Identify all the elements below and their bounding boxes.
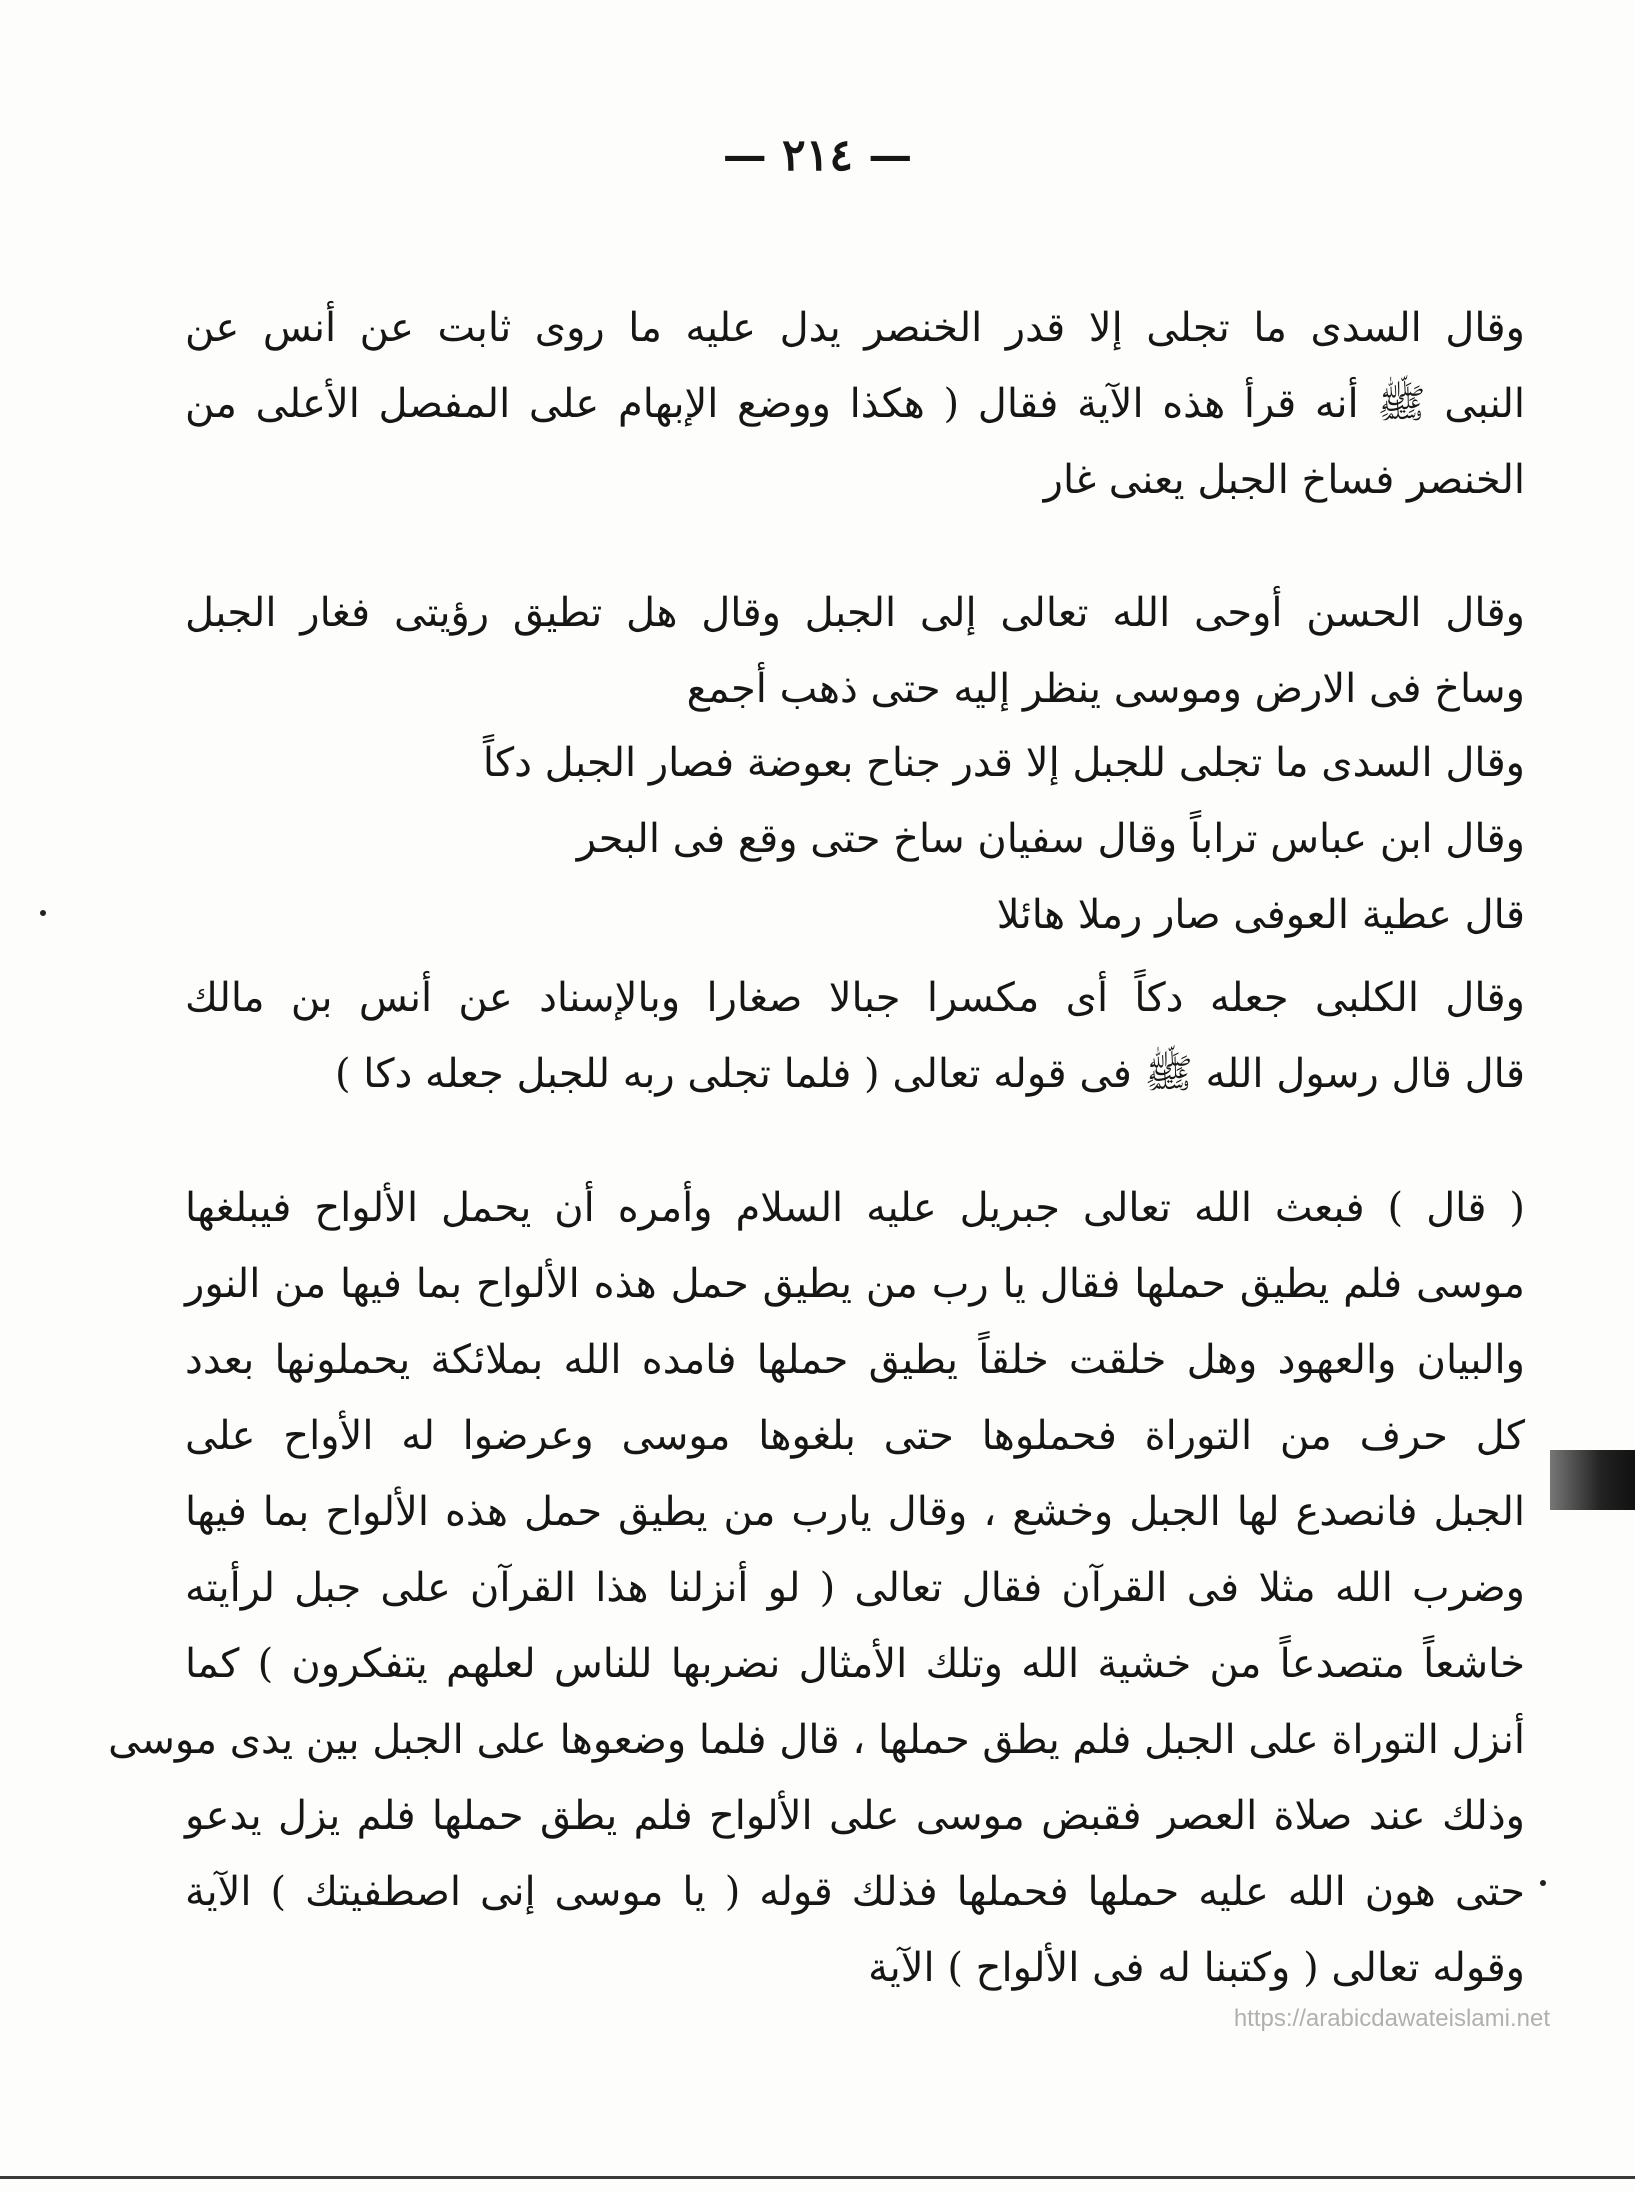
- text-line: الخنصر فساخ الجبل يعنى غار: [1043, 457, 1525, 503]
- text-line: قال قال رسول الله ﷺ فى قوله تعالى ( فلما تجلى ربه للجبل جعله دكا ): [334, 1051, 1525, 1097]
- text-line: حتى هون الله عليه حملها فحملها فذلك قوله ( يا موسى إنى اصطفيتك ) الآية: [185, 1869, 1525, 1915]
- scan-artifact: [1550, 1450, 1635, 1510]
- text-line: موسى فلم يطيق حملها فقال يا رب من يطيق حمل هذه الألواح بما فيها من النور: [185, 1261, 1525, 1307]
- paragraph-3: [345, 725, 1525, 953]
- watermark-url: https://arabicdawateislami.net: [1233, 2005, 1550, 2032]
- scan-speck: [40, 910, 46, 916]
- scan-speck: [1540, 1880, 1546, 1886]
- text-line: وقال ابن عباس تراباً وقال سفيان ساخ حتى وقع فى البحر: [576, 816, 1525, 862]
- page-number: — ٢١٤ —: [722, 130, 913, 181]
- text-line: وساخ فى الارض وموسى ينظر إليه حتى ذهب أجمع: [686, 666, 1525, 712]
- text-line: أنزل التوراة على الجبل فلم يطق حملها ، قال فلما وضعوها على الجبل بين يدى موسى: [108, 1717, 1525, 1763]
- text-line: خاشعاً متصدعاً من خشية الله وتلك الأمثال نضربها للناس لعلهم يتفكرون ) كما: [185, 1641, 1525, 1687]
- text-line: ( قال ) فبعث الله تعالى جبريل عليه السلام وأمره أن يحمل الألواح فيبلغها: [185, 1185, 1525, 1231]
- text-line: وقال الحسن أوحى الله تعالى إلى الجبل وقال هل تطيق رؤيتى فغار الجبل: [185, 590, 1525, 636]
- paragraph-1: [185, 290, 1525, 518]
- text-line: قال عطية العوفى صار رملا هائلا: [996, 892, 1525, 938]
- paragraph-4: [185, 960, 1525, 1112]
- text-line: والبيان والعهود وهل خلقت خلقاً يطيق حملها فامده الله بملائكة يحملونها بعدد: [185, 1337, 1525, 1383]
- text-line: وقال السدى ما تجلى إلا قدر الخنصر يدل عليه ما روى ثابت عن أنس عن: [185, 305, 1525, 351]
- text-line: وضرب الله مثلا فى القرآن فقال تعالى ( لو أنزلنا هذا القرآن على جبل لرأيته: [185, 1565, 1525, 1611]
- bottom-rule: [0, 2176, 1635, 2179]
- text-line: النبى ﷺ أنه قرأ هذه الآية فقال ( هكذا ووضع الإبهام على المفصل الأعلى من: [185, 381, 1525, 427]
- text-line: وقوله تعالى ( وكتبنا له فى الألواح ) الآية: [868, 1945, 1525, 1991]
- text-line: وقال الكلبى جعله دكاً أى مكسرا جبالا صغارا وبالإسناد عن أنس بن مالك: [185, 975, 1525, 1021]
- text-line: وقال السدى ما تجلى للجبل إلا قدر جناح بعوضة فصار الجبل دكاً: [482, 740, 1525, 786]
- paragraph-5: [108, 1170, 1525, 2006]
- text-line: كل حرف من التوراة فحملوها حتى بلغوها موسى وعرضوا له الأواح على: [185, 1413, 1525, 1459]
- text-line: الجبل فانصدع لها الجبل وخشع ، وقال يارب من يطيق حمل هذه الألواح بما فيها: [185, 1489, 1525, 1535]
- text-line: وذلك عند صلاة العصر فقبض موسى على الألواح فلم يطق حملها فلم يزل يدعو: [185, 1793, 1525, 1839]
- paragraph-2: [185, 575, 1525, 727]
